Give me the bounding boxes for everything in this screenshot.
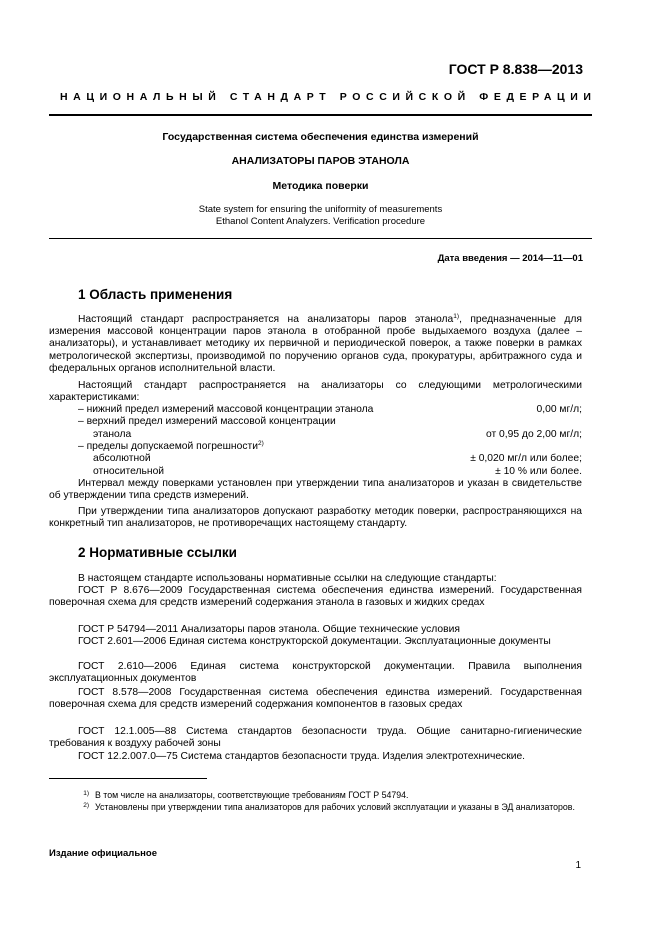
footnote-ref-1: 1) — [453, 313, 460, 320]
title-divider — [49, 238, 592, 239]
characteristic-upper-limit: этанола от 0,95 до 2,00 мг/л; — [93, 429, 582, 440]
section-1-heading: 1 Область применения — [78, 287, 233, 302]
characteristic-error-limits: – пределы допускаемой погрешности$^{2)}$ — [78, 440, 264, 452]
document-subtitle: Методика поверки — [272, 180, 369, 192]
document-title: АНАЛИЗАТОРЫ ПАРОВ ЭТАНОЛА — [231, 155, 410, 167]
footnote-2: 2) Установлены при утверждении типа анализаторов для рабочих условий эксплуатации и указаны в ЭД анализаторов. — [83, 802, 575, 812]
english-title-line-1: State system for ensuring the uniformity of measurements — [198, 204, 443, 215]
system-title: Государственная система обеспечения единства измерений — [162, 131, 479, 143]
reference-item: ГОСТ 8.578—2008 Государственная система обеспечения единства измерений. Государственная поверочная схема для средств измерений содержания компонентов в газовых средах — [49, 687, 582, 711]
national-standard-banner: НАЦИОНАЛЬНЫЙ СТАНДАРТ РОССИЙСКОЙ ФЕДЕРАЦИИ — [60, 91, 597, 103]
english-title-line-2: Ethanol Content Analyzers. Verification procedure — [215, 216, 426, 227]
introduction-date: Дата введения — 2014—11—01 — [437, 253, 583, 264]
section-2-intro: В настоящем стандарте использованы нормативные ссылки на следующие стандарты: — [78, 573, 497, 584]
section-1-paragraph-1: Настоящий стандарт распространяется на анализаторы паров этанола$^{1)}$, предназначенные для измерения массовой концентрации паров этанола в отобранной пробе выдыхаемого воздуха (далее – анализаторы), и устанавливает методику их первичной и периодической поверок, а также поверки в рамках метрологической экспертизы, производимой по поручению органов суда, прокуратуры, арбитражного суда и федеральных органов исполнительной власти. — [49, 313, 582, 374]
footnote-separator — [49, 778, 207, 779]
reference-item: ГОСТ 12.1.005—88 Система стандартов безопасности труда. Общие санитарно-гигиенические требования к воздуху рабочей зоны — [49, 726, 582, 750]
reference-item: ГОСТ 2.610—2006 Единая система конструкторской документации. Правила выполнения эксплуатационных документов — [49, 661, 582, 685]
standard-code: ГОСТ Р 8.838—2013 — [448, 61, 583, 77]
characteristic-absolute-error: абсолютной ± 0,020 мг/л или более; — [93, 453, 582, 464]
header-divider — [49, 114, 592, 116]
section-1-paragraph-3: Интервал между поверками установлен при утверждении типа анализаторов и указан в свидетельстве об утверждении типа средств измерений. — [49, 478, 582, 502]
characteristic-lower-limit: – нижний предел измерений массовой концентрации этанола 0,00 мг/л; — [78, 404, 582, 415]
section-1-paragraph-4: При утверждении типа анализаторов допускают разработку методик поверки, распространяющихся на конкретный тип анализаторов, не противоречащих настоящему стандарту. — [49, 506, 582, 530]
reference-item: ГОСТ Р 54794—2011 Анализаторы паров этанола. Общие технические условия — [78, 624, 460, 635]
page-number: 1 — [575, 860, 581, 871]
reference-item: ГОСТ 2.601—2006 Единая система конструкторской документации. Эксплуатационные документы — [78, 636, 551, 647]
characteristic-upper-limit-label: – верхний предел измерений массовой концентрации — [78, 416, 336, 427]
characteristic-relative-error: относительной ± 10 % или более. — [93, 466, 582, 477]
section-1-paragraph-2: Настоящий стандарт распространяется на анализаторы со следующими метрологическими характеристиками: — [49, 380, 582, 404]
reference-item: ГОСТ 12.2.007.0—75 Система стандартов безопасности труда. Изделия электротехнические. — [78, 751, 526, 762]
footnote-ref-2: 2) — [257, 440, 264, 447]
reference-item: ГОСТ Р 8.676—2009 Государственная система обеспечения единства измерений. Государственная поверочная схема для средств измерений содержания этанола в газовых и жидких средах — [49, 585, 582, 609]
section-2-heading: 2 Нормативные ссылки — [78, 545, 237, 560]
footnote-1: 1) В том числе на анализаторы, соответствующие требованиям ГОСТ Р 54794. — [83, 790, 409, 800]
edition-label: Издание официальное — [49, 848, 157, 859]
